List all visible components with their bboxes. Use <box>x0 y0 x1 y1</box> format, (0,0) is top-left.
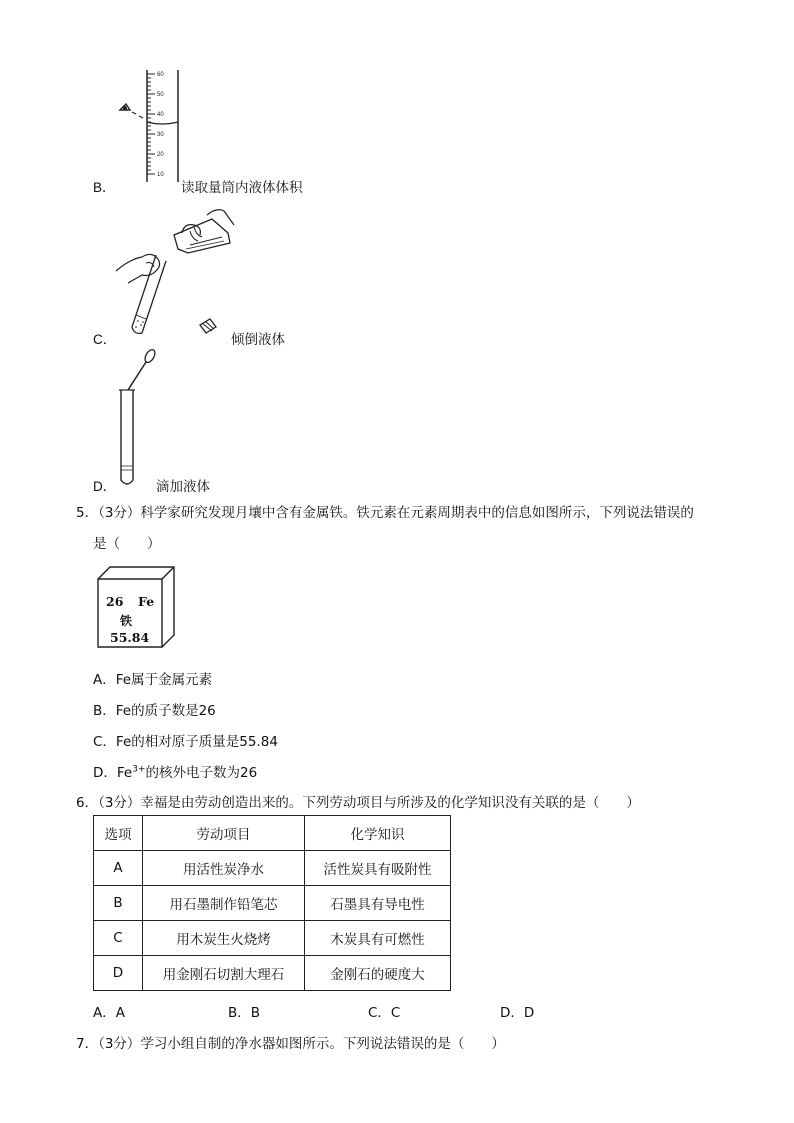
option-caption-d: 滴加液体 <box>156 479 210 495</box>
row-chem-knowledge: 金刚石的硬度大 <box>305 956 451 991</box>
row-chem-knowledge: 石墨具有导电性 <box>305 886 451 921</box>
dropper-figure <box>112 346 162 488</box>
question-6-answer-c[interactable]: C．C <box>368 1005 401 1021</box>
row-option: A <box>94 851 143 886</box>
option-caption-b: 读取量筒内液体体积 <box>181 180 303 196</box>
row-option: D <box>94 956 143 991</box>
labor-knowledge-table <box>93 815 451 991</box>
question-7-stem: 7．（3分）学习小组自制的净水器如图所示。下列说法错误的是（ ） <box>76 1036 505 1052</box>
row-chem-knowledge: 木炭具有可燃性 <box>305 921 451 956</box>
element-symbol: Fe <box>138 594 155 609</box>
row-labor-item: 用木炭生火烧烤 <box>143 921 305 956</box>
question-6-answer-d[interactable]: D．D <box>500 1005 535 1021</box>
header-option: 选项 <box>94 816 143 851</box>
option-d-suffix: 的核外电子数为26 <box>145 765 258 781</box>
question-5-option-c[interactable]: C．Fe的相对原子质量是55.84 <box>93 734 278 750</box>
option-caption-c: 倾倒液体 <box>231 332 285 348</box>
graduated-cylinder-figure <box>110 66 190 186</box>
question-5-option-d[interactable] <box>93 761 257 781</box>
pouring-liquid-figure <box>112 205 237 340</box>
scale-label: 10 <box>157 172 164 178</box>
table-row <box>94 886 451 921</box>
element-name: 铁 <box>120 614 133 628</box>
eye-icon <box>120 104 143 118</box>
option-letter-c: C． <box>93 332 117 347</box>
scale-label: 30 <box>157 132 164 138</box>
row-labor-item: 用石墨制作铅笔芯 <box>143 886 305 921</box>
question-6-answer-b[interactable]: B．B <box>228 1005 261 1021</box>
atomic-number: 26 <box>106 594 124 609</box>
scale-label: 60 <box>157 72 164 78</box>
row-labor-item: 用活性炭净水 <box>143 851 305 886</box>
option-d-prefix: D．Fe <box>93 765 133 781</box>
row-option: C <box>94 921 143 956</box>
question-6-stem: 6．（3分）幸福是由劳动创造出来的。下列劳动项目与所涉及的化学知识没有关联的是（ ） <box>76 795 640 811</box>
header-labor-item: 劳动项目 <box>143 816 305 851</box>
table-row <box>94 851 451 886</box>
option-letter-b: B． <box>93 180 116 195</box>
ion-charge: 3+ <box>132 764 146 775</box>
option-letter-d: D． <box>93 479 117 494</box>
row-chem-knowledge: 活性炭具有吸附性 <box>305 851 451 886</box>
scale-label: 20 <box>157 152 164 158</box>
atomic-mass: 55.84 <box>110 630 150 645</box>
row-labor-item: 用金刚石切割大理石 <box>143 956 305 991</box>
question-6-answer-a[interactable]: A．A <box>93 1005 125 1021</box>
question-5-stem-cont: 是（ ） <box>93 536 161 552</box>
question-5-option-a[interactable]: A．Fe属于金属元素 <box>93 672 213 688</box>
scale-label: 50 <box>157 92 164 98</box>
stopper-icon <box>200 319 216 333</box>
table-header-row <box>94 816 451 851</box>
table-row <box>94 921 451 956</box>
question-5-option-b[interactable]: B．Fe的质子数是26 <box>93 703 216 719</box>
scale-label: 40 <box>157 112 164 118</box>
row-option: B <box>94 886 143 921</box>
header-chem-knowledge: 化学知识 <box>305 816 451 851</box>
table-row <box>94 956 451 991</box>
question-5-stem: 5．（3分）科学家研究发现月壤中含有金属铁。铁元素在元素周期表中的信息如图所示，下列说法错误的 <box>76 505 694 521</box>
